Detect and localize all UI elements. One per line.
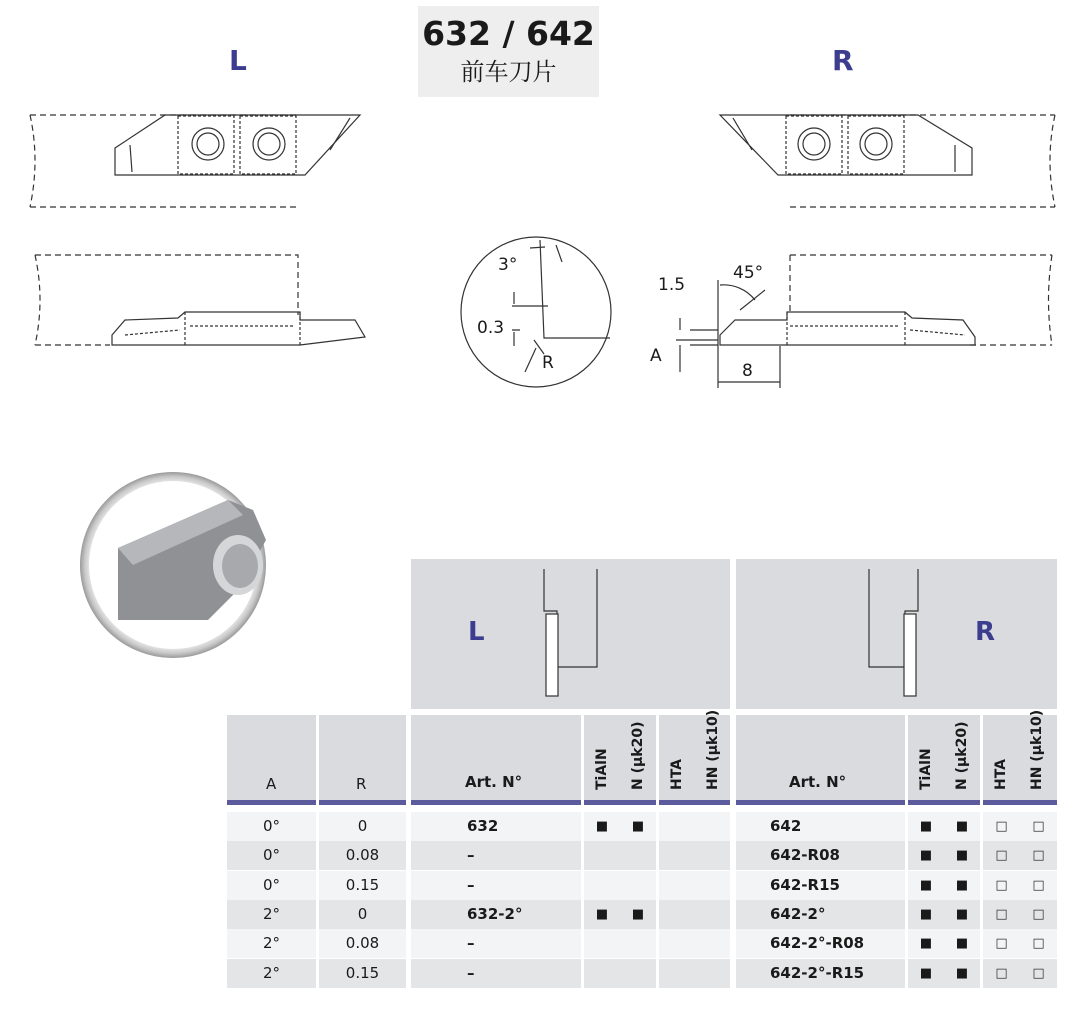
table-cell-l-c2: ■ xyxy=(631,906,645,922)
insert-photo xyxy=(78,470,268,660)
coat-n-left: N (μk20) xyxy=(630,721,646,790)
dim-1-5-label: 1.5 xyxy=(658,275,686,295)
table-cell-r-c1: ■ xyxy=(919,936,933,952)
insert-side-right xyxy=(720,312,975,345)
table-cell-r-c3: □ xyxy=(995,848,1008,864)
table-cell-l-c2: ■ xyxy=(631,819,645,834)
insert-top-right xyxy=(720,115,972,175)
table-cell-l-c2 xyxy=(620,871,656,900)
dim-8-label: 8 xyxy=(742,361,753,381)
header-a: A xyxy=(266,775,277,793)
header-coat-right-b xyxy=(983,709,1057,805)
coat-hn-right: HN (μk10) xyxy=(1029,709,1045,790)
header-coat-left-b xyxy=(659,709,730,805)
table-cell-r-c1: ■ xyxy=(919,965,933,981)
table-cell-r-art: 642-R08 xyxy=(770,846,840,865)
table-cell-r-c3: □ xyxy=(995,877,1008,893)
coat-tialn-right: TiAlN xyxy=(918,748,934,790)
table-cell-a: 2° xyxy=(262,934,281,953)
table-cell-a: 0° xyxy=(262,846,281,865)
table-cell-l-c1 xyxy=(584,959,620,988)
table-cell-r-c2: ■ xyxy=(955,877,969,893)
angle-45-label: 45° xyxy=(733,263,764,283)
table-cell-r: 0 xyxy=(357,817,368,835)
holder-outline-tl xyxy=(30,115,300,207)
header-a-cell xyxy=(227,715,316,805)
table-cell-r-c4: □ xyxy=(1032,965,1045,981)
detail-circle xyxy=(461,237,611,387)
table-cell-l-art: – xyxy=(467,963,475,982)
table-cell-a: 0° xyxy=(262,817,281,835)
table-cell-r: 0.08 xyxy=(345,934,380,953)
table-cell-r: 0 xyxy=(357,904,368,923)
coat-hn-left: HN (μk10) xyxy=(705,709,721,790)
table-cell-r-c1: ■ xyxy=(919,819,933,834)
table-cell-l-c3 xyxy=(659,871,695,900)
table-cell-l-art: 632-2° xyxy=(467,904,523,923)
coat-n-right: N (μk20) xyxy=(954,721,970,790)
product-subtitle: 前车刀片 xyxy=(460,58,557,86)
table-cell-r-art: 642-2°-R15 xyxy=(770,963,865,982)
table-cell-l-c4 xyxy=(695,929,730,958)
radius-label: R xyxy=(542,353,554,373)
table-cell-r-c3: □ xyxy=(995,965,1008,981)
header-art-right: Art. N° xyxy=(789,773,847,791)
table-cell-l-art: – xyxy=(467,846,475,865)
table-cell-l-c3 xyxy=(659,841,695,870)
table-cell-r-c3: □ xyxy=(995,936,1008,952)
table-cell-r-art: 642-2°-R08 xyxy=(770,934,865,953)
header-coat-right-a xyxy=(908,715,980,805)
table-cell-l-c3 xyxy=(659,929,695,958)
table-cell-l-c4 xyxy=(695,959,730,988)
left-header-panel xyxy=(411,559,730,709)
coat-hta-left: HTA xyxy=(669,758,685,790)
table-cell-r-art: 642-2° xyxy=(770,904,826,923)
table-cell-l-c1: ■ xyxy=(595,906,609,922)
table-cell-r-c1: ■ xyxy=(919,906,933,922)
header-r-cell xyxy=(319,715,406,805)
table-cell-r-c2: ■ xyxy=(955,848,969,864)
dim-0-3-label: 0.3 xyxy=(477,318,505,338)
table-cell-r: 0.15 xyxy=(345,963,380,982)
table-cell-l-c2 xyxy=(620,841,656,870)
header-art-right-cell xyxy=(736,715,905,805)
table-cell-l-c1 xyxy=(584,871,620,900)
technical-drawing xyxy=(0,0,1082,420)
table-cell-r-c3: □ xyxy=(995,819,1008,834)
table-cell-r-art: 642 xyxy=(770,817,802,835)
table-cell-l-c1 xyxy=(584,841,620,870)
header-coat-left-a xyxy=(584,715,656,805)
angle-3-label: 3° xyxy=(498,255,518,275)
table-cell-r-c2: ■ xyxy=(955,819,969,834)
table-cell-l-c4 xyxy=(695,812,730,841)
table-cell-r-c2: ■ xyxy=(955,936,969,952)
table-cell-l-art: – xyxy=(467,934,475,953)
table-cell-r: 0.15 xyxy=(345,875,380,894)
table-cell-r-c3: □ xyxy=(995,906,1008,922)
product-code: 632 / 642 xyxy=(422,14,595,53)
table-cell-r-c1: ■ xyxy=(919,848,933,864)
table-cell-l-c4 xyxy=(695,871,730,900)
right-header-panel xyxy=(736,559,1057,709)
table-cell-l-c3 xyxy=(659,900,695,929)
table-cell-r: 0.08 xyxy=(345,846,380,865)
table-cell-r-c4: □ xyxy=(1032,819,1045,834)
table-cell-r-c1: ■ xyxy=(919,877,933,893)
table-cell-l-c3 xyxy=(659,812,695,841)
table-cell-l-c1: ■ xyxy=(595,819,609,834)
header-r: R xyxy=(356,775,367,793)
table-cell-r-c4: □ xyxy=(1032,936,1045,952)
table-cell-l-c3 xyxy=(659,959,695,988)
table-cell-r-art: 642-R15 xyxy=(770,875,840,894)
coat-tialn-left: TiAlN xyxy=(594,748,610,790)
table-cell-r-c4: □ xyxy=(1032,906,1045,922)
table-cell-l-c2 xyxy=(620,959,656,988)
table-cell-l-art: 632 xyxy=(467,817,499,835)
table-cell-r-c2: ■ xyxy=(955,906,969,922)
dim-a-label: A xyxy=(650,346,662,366)
right-label: R xyxy=(832,44,854,77)
table-cell-l-c2 xyxy=(620,929,656,958)
table-cell-l-c4 xyxy=(695,841,730,870)
table-cell-l-c4 xyxy=(695,900,730,929)
left-label: L xyxy=(229,44,247,77)
table-cell-a: 2° xyxy=(262,963,281,982)
table-cell-l-art: – xyxy=(467,875,475,894)
right-panel-letter: R xyxy=(975,617,996,647)
insert-side-left xyxy=(112,312,365,345)
holder-outline-tr xyxy=(790,115,1055,207)
header-art-left: Art. N° xyxy=(465,773,523,791)
table-cell-r-c4: □ xyxy=(1032,877,1045,893)
coat-hta-right: HTA xyxy=(993,758,1009,790)
table-cell-l-c1 xyxy=(584,929,620,958)
table-cell-r-c2: ■ xyxy=(955,965,969,981)
table-cell-r-c4: □ xyxy=(1032,848,1045,864)
table-cell-a: 2° xyxy=(262,904,281,923)
left-panel-letter: L xyxy=(468,617,485,647)
table-cell-a: 0° xyxy=(262,875,281,894)
header-art-left-cell xyxy=(411,715,581,805)
insert-top-left xyxy=(115,115,360,175)
